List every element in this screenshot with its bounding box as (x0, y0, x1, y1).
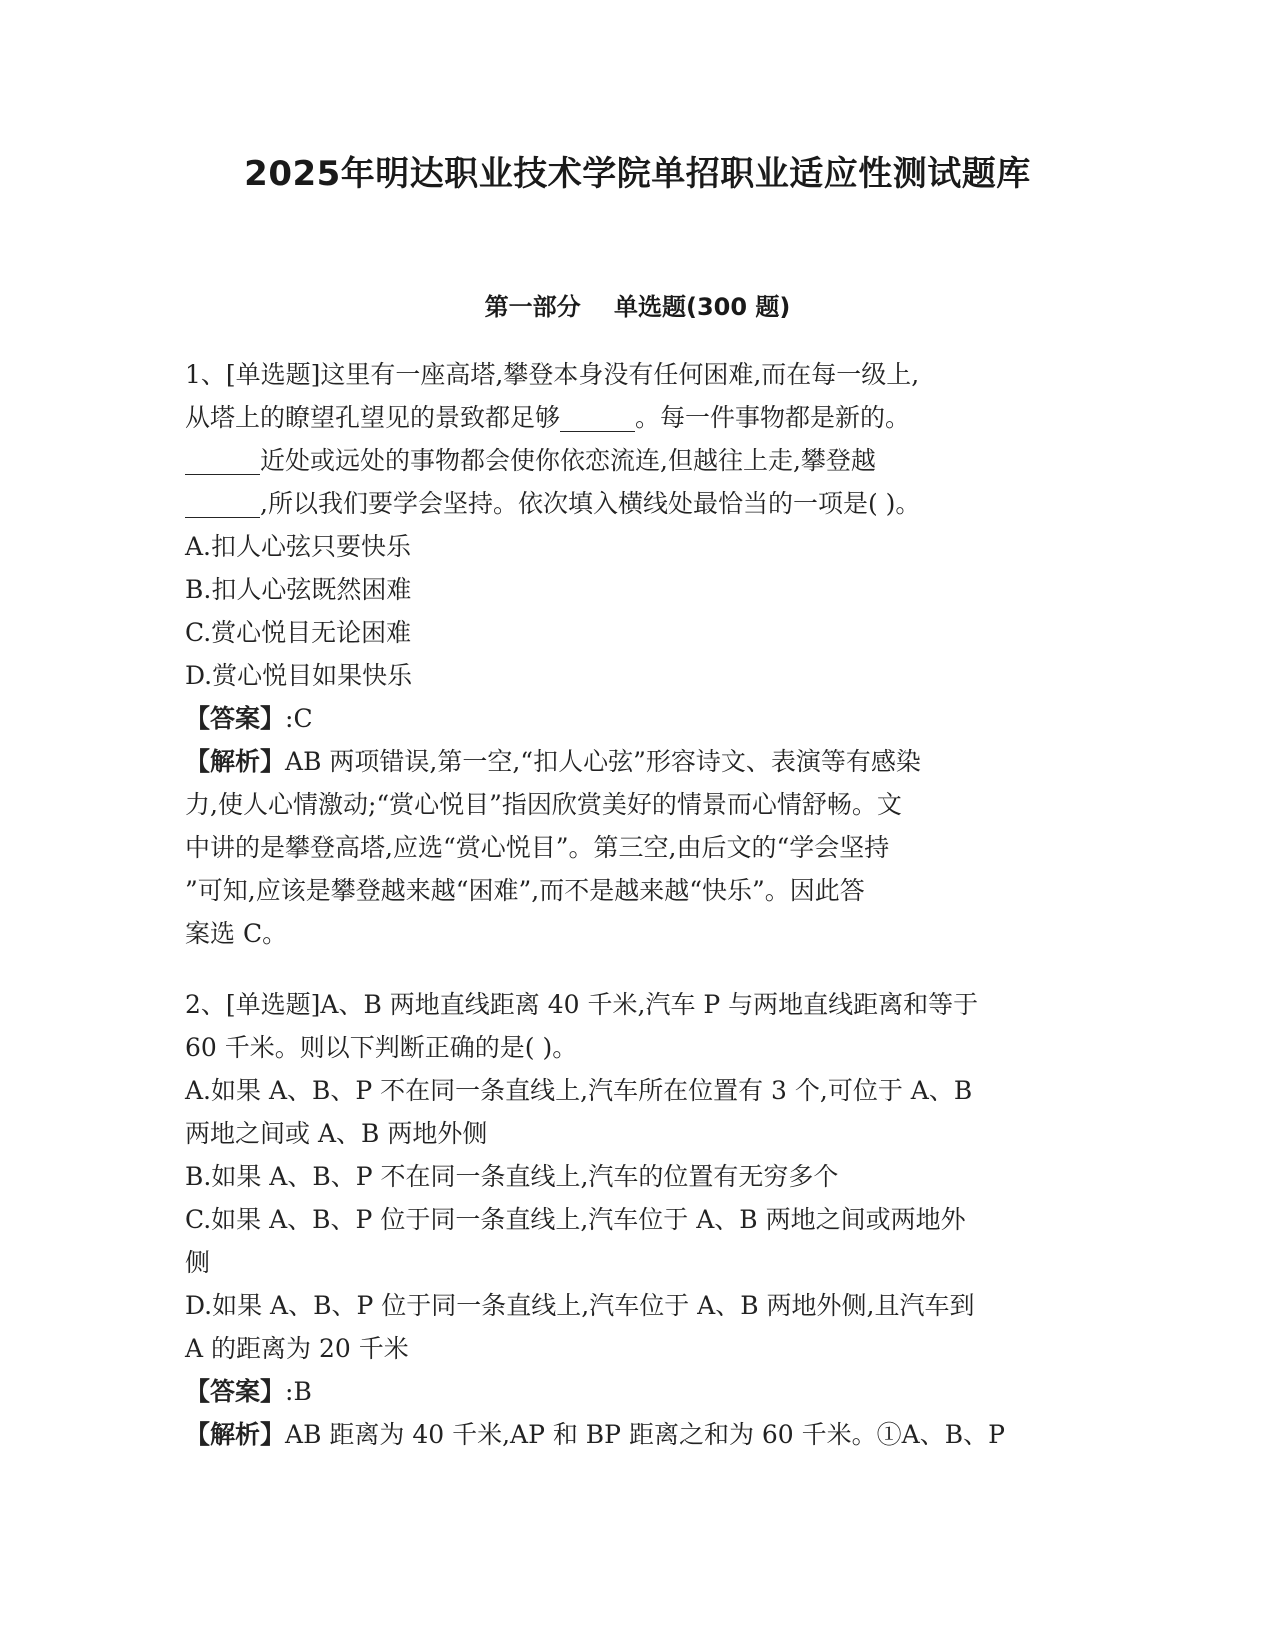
analysis-text: AB 距离为 40 千米,AP 和 BP 距离之和为 60 千米。①A、B、P (285, 1420, 1005, 1449)
document-title: 2025年明达职业技术学院单招职业适应性测试题库 (244, 154, 1031, 194)
question-2-answer (185, 1370, 1085, 1413)
question-1-analysis-line: 中讲的是攀登高塔,应选“赏心悦目”。第三空,由后文的“学会坚持 (185, 833, 890, 862)
answer-label: 【答案】 (185, 704, 286, 733)
question-2-option-line: A.如果 A、B、P 不在同一条直线上,汽车所在位置有 3 个,可位于 A、B (185, 1076, 973, 1105)
question-1-analysis-line (185, 740, 1085, 783)
question-2-analysis-line (185, 1413, 1085, 1456)
question-2-option-line: C.如果 A、B、P 位于同一条直线上,汽车位于 A、B 两地之间或两地外 (185, 1205, 966, 1234)
answer-label: 【答案】 (185, 1377, 286, 1406)
answer-value: :B (285, 1377, 312, 1406)
question-2-option-line: A 的距离为 20 千米 (185, 1334, 409, 1363)
analysis-text: AB 两项错误,第一空,“扣人心弦”形容诗文、表演等有感染 (285, 747, 921, 776)
question-2-option-line: 两地之间或 A、B 两地外侧 (185, 1119, 488, 1148)
question-1-option-c: C.赏心悦目无论困难 (185, 618, 412, 647)
question-2-option-line: B.如果 A、B、P 不在同一条直线上,汽车的位置有无穷多个 (185, 1162, 839, 1191)
question-2-option-line: D.如果 A、B、P 位于同一条直线上,汽车位于 A、B 两地外侧,且汽车到 (185, 1291, 975, 1320)
question-1-analysis-line: 力,使人心情激动;“赏心悦目”指因欣赏美好的情景而心情舒畅。文 (185, 790, 902, 819)
question-2 (185, 983, 1085, 1456)
question-1-stem-line: 从塔上的瞭望孔望见的景致都足够______。每一件事物都是新的。 (185, 403, 911, 432)
question-2-stem-line: 2、[单选题]A、B 两地直线距离 40 千米,汽车 P 与两地直线距离和等于 (185, 990, 979, 1019)
question-1-option-a: A.扣人心弦只要快乐 (185, 532, 412, 561)
section-title: 第一部分 单选题(300 题) (484, 293, 791, 321)
question-1-option-d: D.赏心悦目如果快乐 (185, 661, 413, 690)
question-2-option-line: 侧 (185, 1248, 211, 1277)
question-1-option-b: B.扣人心弦既然困难 (185, 575, 412, 604)
question-1-answer (185, 697, 1085, 740)
question-1-stem-line: ______近处或远处的事物都会使你依恋流连,但越往上走,攀登越 (185, 446, 876, 475)
question-2-stem-line: 60 千米。则以下判断正确的是( )。 (185, 1033, 578, 1062)
question-1-analysis-line: ”可知,应该是攀登越来越“困难”,而不是越来越“快乐”。因此答 (185, 876, 865, 905)
question-1 (185, 353, 1085, 955)
answer-value: :C (285, 704, 313, 733)
analysis-label: 【解析】 (185, 747, 286, 776)
question-1-stem-line: 1、[单选题]这里有一座高塔,攀登本身没有任何困难,而在每一级上, (185, 360, 920, 389)
question-1-analysis-line: 案选 C。 (185, 919, 288, 948)
question-1-stem-line: ______,所以我们要学会坚持。依次填入横线处最恰当的一项是( )。 (185, 489, 921, 518)
analysis-label: 【解析】 (185, 1420, 286, 1449)
